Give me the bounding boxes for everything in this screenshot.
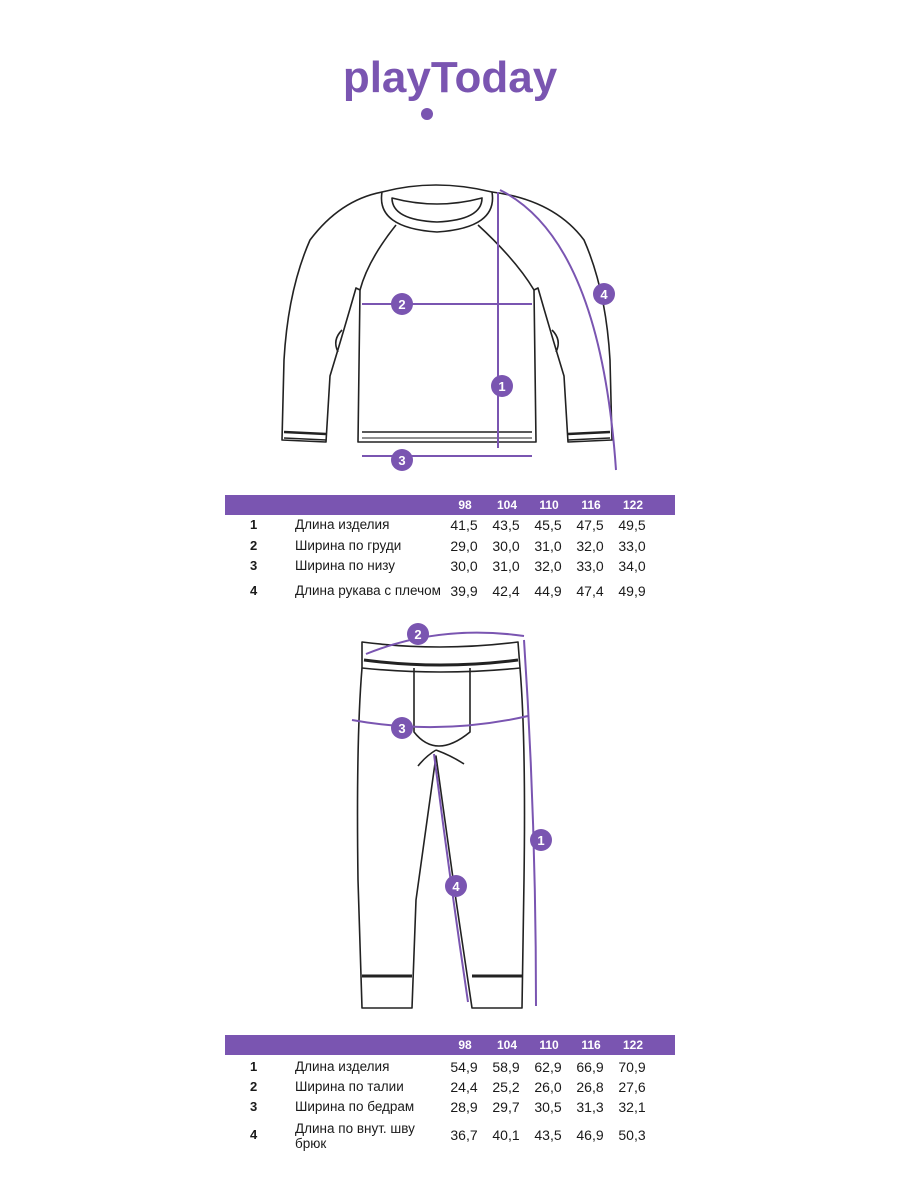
- shirt-size-header: [225, 495, 675, 515]
- row-value: 28,9: [450, 1099, 478, 1115]
- pants-marker-2-label: 2: [414, 627, 422, 642]
- shirt-size-122: 122: [622, 498, 644, 512]
- row-value: 46,9: [576, 1127, 604, 1143]
- row-value: 44,9: [534, 583, 562, 599]
- row-value: 36,7: [450, 1127, 478, 1143]
- shirt-size-104: 104: [496, 498, 518, 512]
- row-value: 42,4: [492, 583, 520, 599]
- row-value: 41,5: [450, 517, 478, 533]
- row-value: 26,0: [534, 1079, 562, 1095]
- shirt-measure-line-4: [500, 190, 616, 470]
- row-value: 43,5: [492, 517, 520, 533]
- row-value: 58,9: [492, 1059, 520, 1075]
- logo-dot: [421, 108, 433, 120]
- shirt-marker-3-label: 3: [398, 453, 406, 468]
- row-value: 54,9: [450, 1059, 478, 1075]
- shirt-marker-4-label: 4: [600, 287, 608, 302]
- row-value: 43,5: [534, 1127, 562, 1143]
- pants-figure: [340, 620, 560, 1020]
- row-number: 1: [250, 517, 258, 532]
- row-value: 24,4: [450, 1079, 478, 1095]
- row-value: 32,1: [618, 1099, 646, 1115]
- row-value: 66,9: [576, 1059, 604, 1075]
- row-number: 2: [250, 538, 258, 553]
- row-number: 3: [250, 558, 258, 573]
- row-value: 31,3: [576, 1099, 604, 1115]
- row-value: 25,2: [492, 1079, 520, 1095]
- row-value: 32,0: [534, 558, 562, 574]
- row-label: Длина изделия: [295, 1059, 390, 1074]
- row-value: 30,0: [492, 538, 520, 554]
- row-label: Ширина по низу: [295, 558, 396, 573]
- row-value: 47,4: [576, 583, 604, 599]
- row-value: 39,9: [450, 583, 478, 599]
- row-value: 49,5: [618, 517, 646, 533]
- row-number: 2: [250, 1079, 258, 1094]
- row-label: Ширина по бедрам: [295, 1099, 415, 1114]
- shirt-size-98: 98: [458, 498, 472, 512]
- row-value: 27,6: [618, 1079, 646, 1095]
- row-label: Ширина по талии: [295, 1079, 404, 1094]
- row-label: Ширина по груди: [295, 538, 402, 553]
- pants-size-98: 98: [458, 1038, 472, 1052]
- row-label: Длина изделия: [295, 517, 390, 532]
- shirt-size-116: 116: [581, 498, 601, 512]
- row-value: 34,0: [618, 558, 646, 574]
- row-value: 49,9: [618, 583, 646, 599]
- row-value: 26,8: [576, 1079, 604, 1095]
- row-number: 3: [250, 1099, 258, 1114]
- row-value: 50,3: [618, 1127, 646, 1143]
- brand-logo-text: playToday: [342, 53, 558, 102]
- row-value: 45,5: [534, 517, 562, 533]
- pants-marker-3-label: 3: [398, 721, 406, 736]
- pants-measure-line-3: [352, 716, 528, 727]
- row-label: Длина рукава с плечом: [295, 583, 441, 598]
- pants-size-110: 110: [539, 1038, 559, 1052]
- pants-measure-line-1: [524, 640, 536, 1006]
- row-label: Длина по внут. шву брюк: [295, 1121, 415, 1151]
- shirt-figure: [270, 180, 630, 480]
- shirt-marker-1-label: 1: [498, 379, 506, 394]
- row-value: 30,0: [450, 558, 478, 574]
- shirt-size-110: 110: [539, 498, 559, 512]
- row-number: 4: [250, 1127, 258, 1142]
- row-value: 29,7: [492, 1099, 520, 1115]
- row-number: 4: [250, 583, 258, 598]
- row-value: 62,9: [534, 1059, 562, 1075]
- pants-size-122: 122: [622, 1038, 644, 1052]
- row-value: 40,1: [492, 1127, 520, 1143]
- row-value: 31,0: [492, 558, 520, 574]
- row-value: 29,0: [450, 538, 478, 554]
- pants-size-header: [225, 1035, 675, 1055]
- row-value: 47,5: [576, 517, 604, 533]
- shirt-marker-2-label: 2: [398, 297, 406, 312]
- row-value: 33,0: [618, 538, 646, 554]
- pants-marker-4-label: 4: [452, 879, 460, 894]
- row-value: 32,0: [576, 538, 604, 554]
- pants-marker-1-label: 1: [537, 833, 545, 848]
- brand-logo: [0, 50, 900, 130]
- row-value: 33,0: [576, 558, 604, 574]
- row-value: 70,9: [618, 1059, 646, 1075]
- row-value: 30,5: [534, 1099, 562, 1115]
- pants-size-104: 104: [496, 1038, 518, 1052]
- row-value: 31,0: [534, 538, 562, 554]
- row-number: 1: [250, 1059, 258, 1074]
- pants-size-116: 116: [581, 1038, 601, 1052]
